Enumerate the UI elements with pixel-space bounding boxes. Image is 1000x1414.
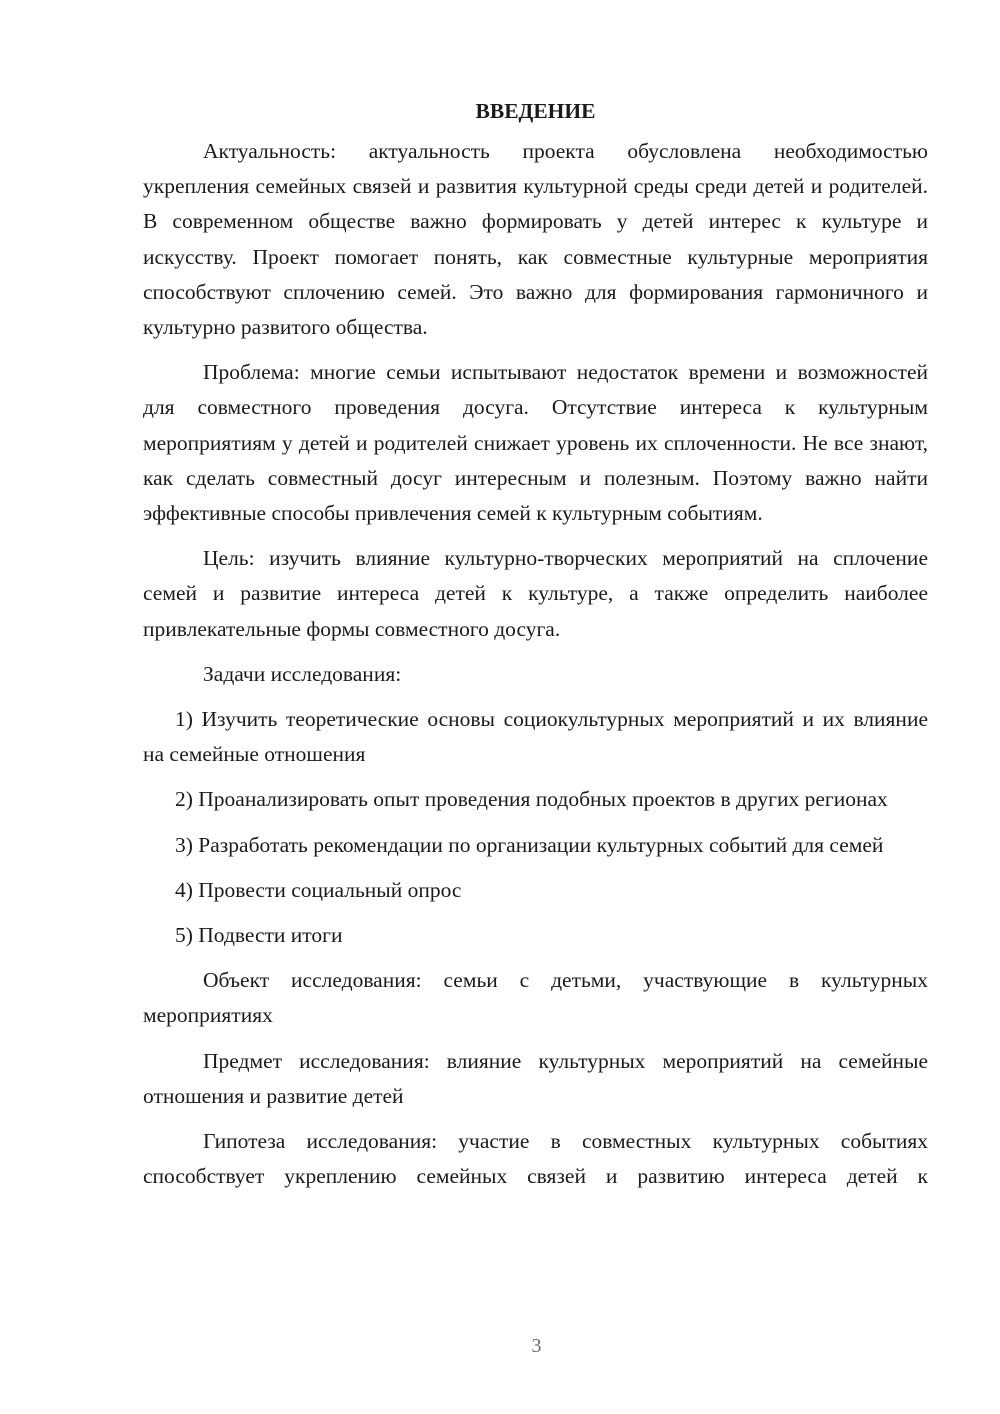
object-paragraph: Объект исследования: семьи с детьми, участвующие в культурных мероприятиях [143,968,928,1028]
task-item-3: 3) Разработать рекомендации по организации культурных событий для семей [175,832,884,857]
document-body [143,95,928,1204]
page-number: 3 [531,1335,542,1357]
task-item-2: 2) Проанализировать опыт проведения подобных проектов в других регионах [175,787,888,812]
task-item-4: 4) Провести социальный опрос [175,877,462,902]
hypothesis-paragraph: Гипотеза исследования: участие в совместных культурных событиях способствует укреплению семейных связей и развитию интереса детей к [143,1129,928,1189]
section-heading: ВВЕДЕНИЕ [475,99,596,123]
problem-paragraph: Проблема: многие семьи испытывают недостаток времени и возможностей для совместного проведения досуга. Отсутствие интереса к культурным мероприятиям у детей и родителей снижает уровень их сплоченности. Не все знают, как сделать совместный досуг интересным и полезным. Поэтому важно найти эффективные способы привлечения семей к культурным событиям. [143,360,928,526]
subject-paragraph: Предмет исследования: влияние культурных мероприятий на семейные отношения и развитие детей [143,1048,928,1108]
tasks-title: Задачи исследования: [203,661,402,686]
task-item-5: 5) Подвести итоги [175,923,343,948]
task-item-1: 1) Изучить теоретические основы социокультурных мероприятий и их влияние на семейные отношения [143,707,928,767]
relevance-paragraph: Актуальность: актуальность проекта обусловлена необходимостью укрепления семейных связей и развития культурной среды среди детей и родителей. В современном обществе важно формировать у детей интерес к культуре и искусству. Проект помогает понять, как совместные культурные мероприятия способствуют сплочению семей. Это важно для формирования гармоничного и культурно развитого общества. [143,139,928,340]
goal-paragraph: Цель: изучить влияние культурно-творческих мероприятий на сплочение семей и развитие интереса детей к культуре, а также определить наиболее привлекательные формы совместного досуга. [143,546,928,641]
